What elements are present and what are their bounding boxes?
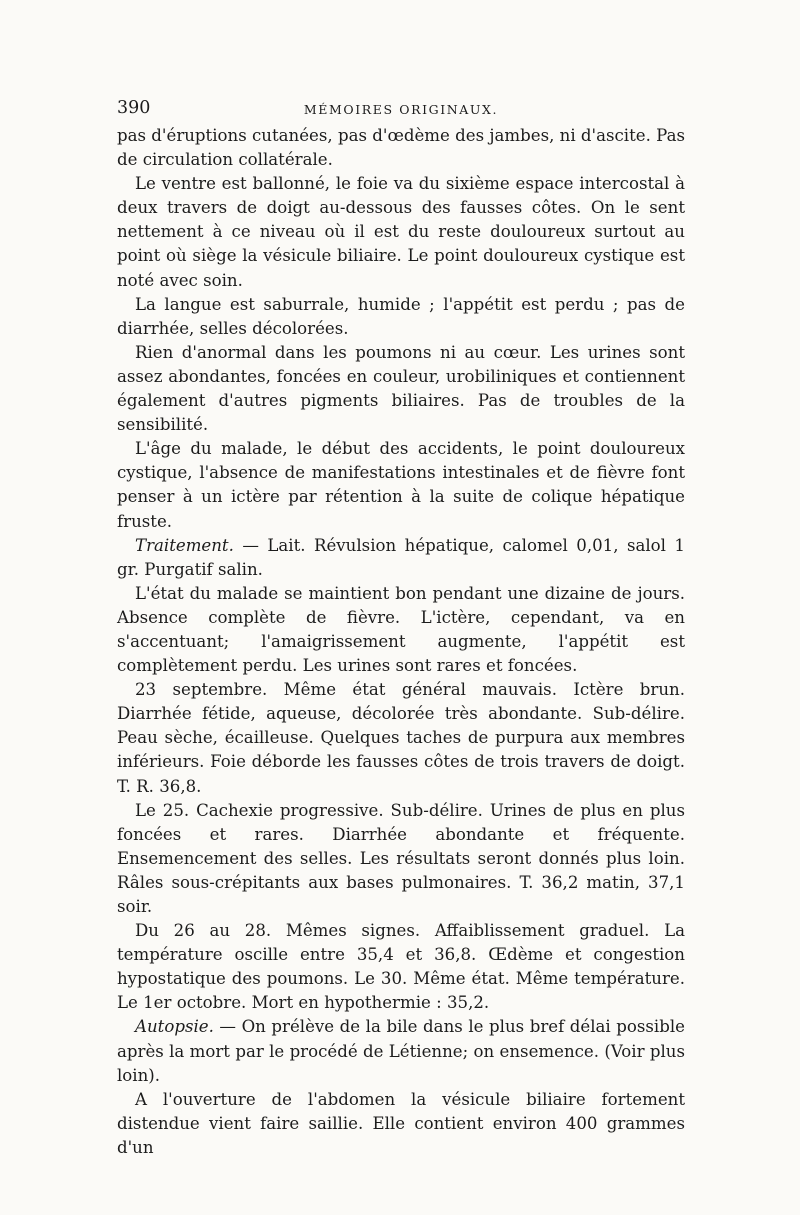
section-label-autopsie: Autopsie. (135, 1017, 214, 1037)
paragraph-12 (117, 1088, 685, 1160)
paragraph-8 (117, 678, 685, 798)
paragraph-text: — On prélève de la bile dans le plus bref délai possible après la mort par le procédé de Létienne; on ensemence. (Voir plus loin). (117, 1017, 685, 1085)
paragraph-7 (117, 582, 685, 678)
paragraph-text: Rien d'anormal dans les poumons ni au cœur. Les urines sont assez abondantes, foncées en couleur, urobiliniques et contiennent également d'autres pigments biliaires. Pas de troubles de la sensibilité. (117, 342, 685, 435)
page-number: 390 (117, 98, 151, 118)
running-title: MÉMOIRES ORIGINAUX. (303, 102, 499, 117)
paragraph-text: L'état du malade se maintient bon pendant une dizaine de jours. Absence complète de fièvre. L'ictère, cependant, va en s'accentuant; l'amaigrissement augmente, l'appétit est complètement perdu. Les urines sont rares et foncées. (117, 583, 685, 676)
section-label-traitement: Traitement. (135, 535, 234, 555)
paragraph-2 (117, 172, 685, 292)
paragraph-text: 23 septembre. Même état général mauvais. Ictère brun. Diarrhée fétide, aqueuse, décolorée très abondante. Sub-délire. Peau sèche, écailleuse. Quelques taches de purpura aux membres inférieurs. Foie déborde les fausses côtes de trois travers de doigt. T. R. 36,8. (117, 680, 685, 796)
paragraph-text: A l'ouverture de l'abdomen la vésicule biliaire fortement distendue vient faire saillie. Elle contient environ 400 grammes d'un (117, 1089, 685, 1157)
paragraph-1 (117, 124, 685, 172)
paragraph-5 (117, 437, 685, 533)
paragraph-treatment (117, 534, 685, 582)
paragraph-text: L'âge du malade, le début des accidents, le point douloureux cystique, l'absence de manifestations intestinales et de fièvre font penser à un ictère par rétention à la suite de colique hépatique fruste. (117, 439, 685, 531)
book-page (117, 96, 685, 1160)
paragraph-4 (117, 341, 685, 437)
paragraph-autopsy (117, 1015, 685, 1087)
paragraph-text: La langue est saburrale, humide ; l'appétit est perdu ; pas de diarrhée, selles décolorées. (117, 294, 685, 338)
paragraph-text: Le ventre est ballonné, le foie va du sixième espace intercostal à deux travers de doigt au-dessous des fausses côtes. On le sent nettement à ce niveau où il est du reste douloureux surtout au point où siège la vésicule biliaire. Le point douloureux cystique est noté avec soin. (117, 174, 685, 290)
paragraph-10 (117, 919, 685, 1015)
paragraph-text: pas d'éruptions cutanées, pas d'œdème des jambes, ni d'ascite. Pas de circulation collatérale. (117, 126, 685, 170)
paragraph-text: Le 25. Cachexie progressive. Sub-délire. Urines de plus en plus foncées et rares. Diarrhée abondante et fréquente. Ensemencement des selles. Les résultats seront donnés plus loin. Râles sous-crépitants aux bases pulmonaires. T. 36,2 matin, 37,1 soir. (117, 800, 685, 916)
paragraph-text: — Lait. Révulsion hépatique, calomel 0,01, salol 1 gr. Purgatif salin. (117, 535, 685, 579)
paragraph-text: Du 26 au 28. Mêmes signes. Affaiblissement graduel. La température oscille entre 35,4 et 36,8. Œdème et congestion hypostatique des poumons. Le 30. Même état. Même température. Le 1er octobre. Mort en hypothermie : 35,2. (117, 921, 685, 1013)
paragraph-3 (117, 293, 685, 341)
page-header (117, 96, 685, 124)
paragraph-9 (117, 799, 685, 919)
